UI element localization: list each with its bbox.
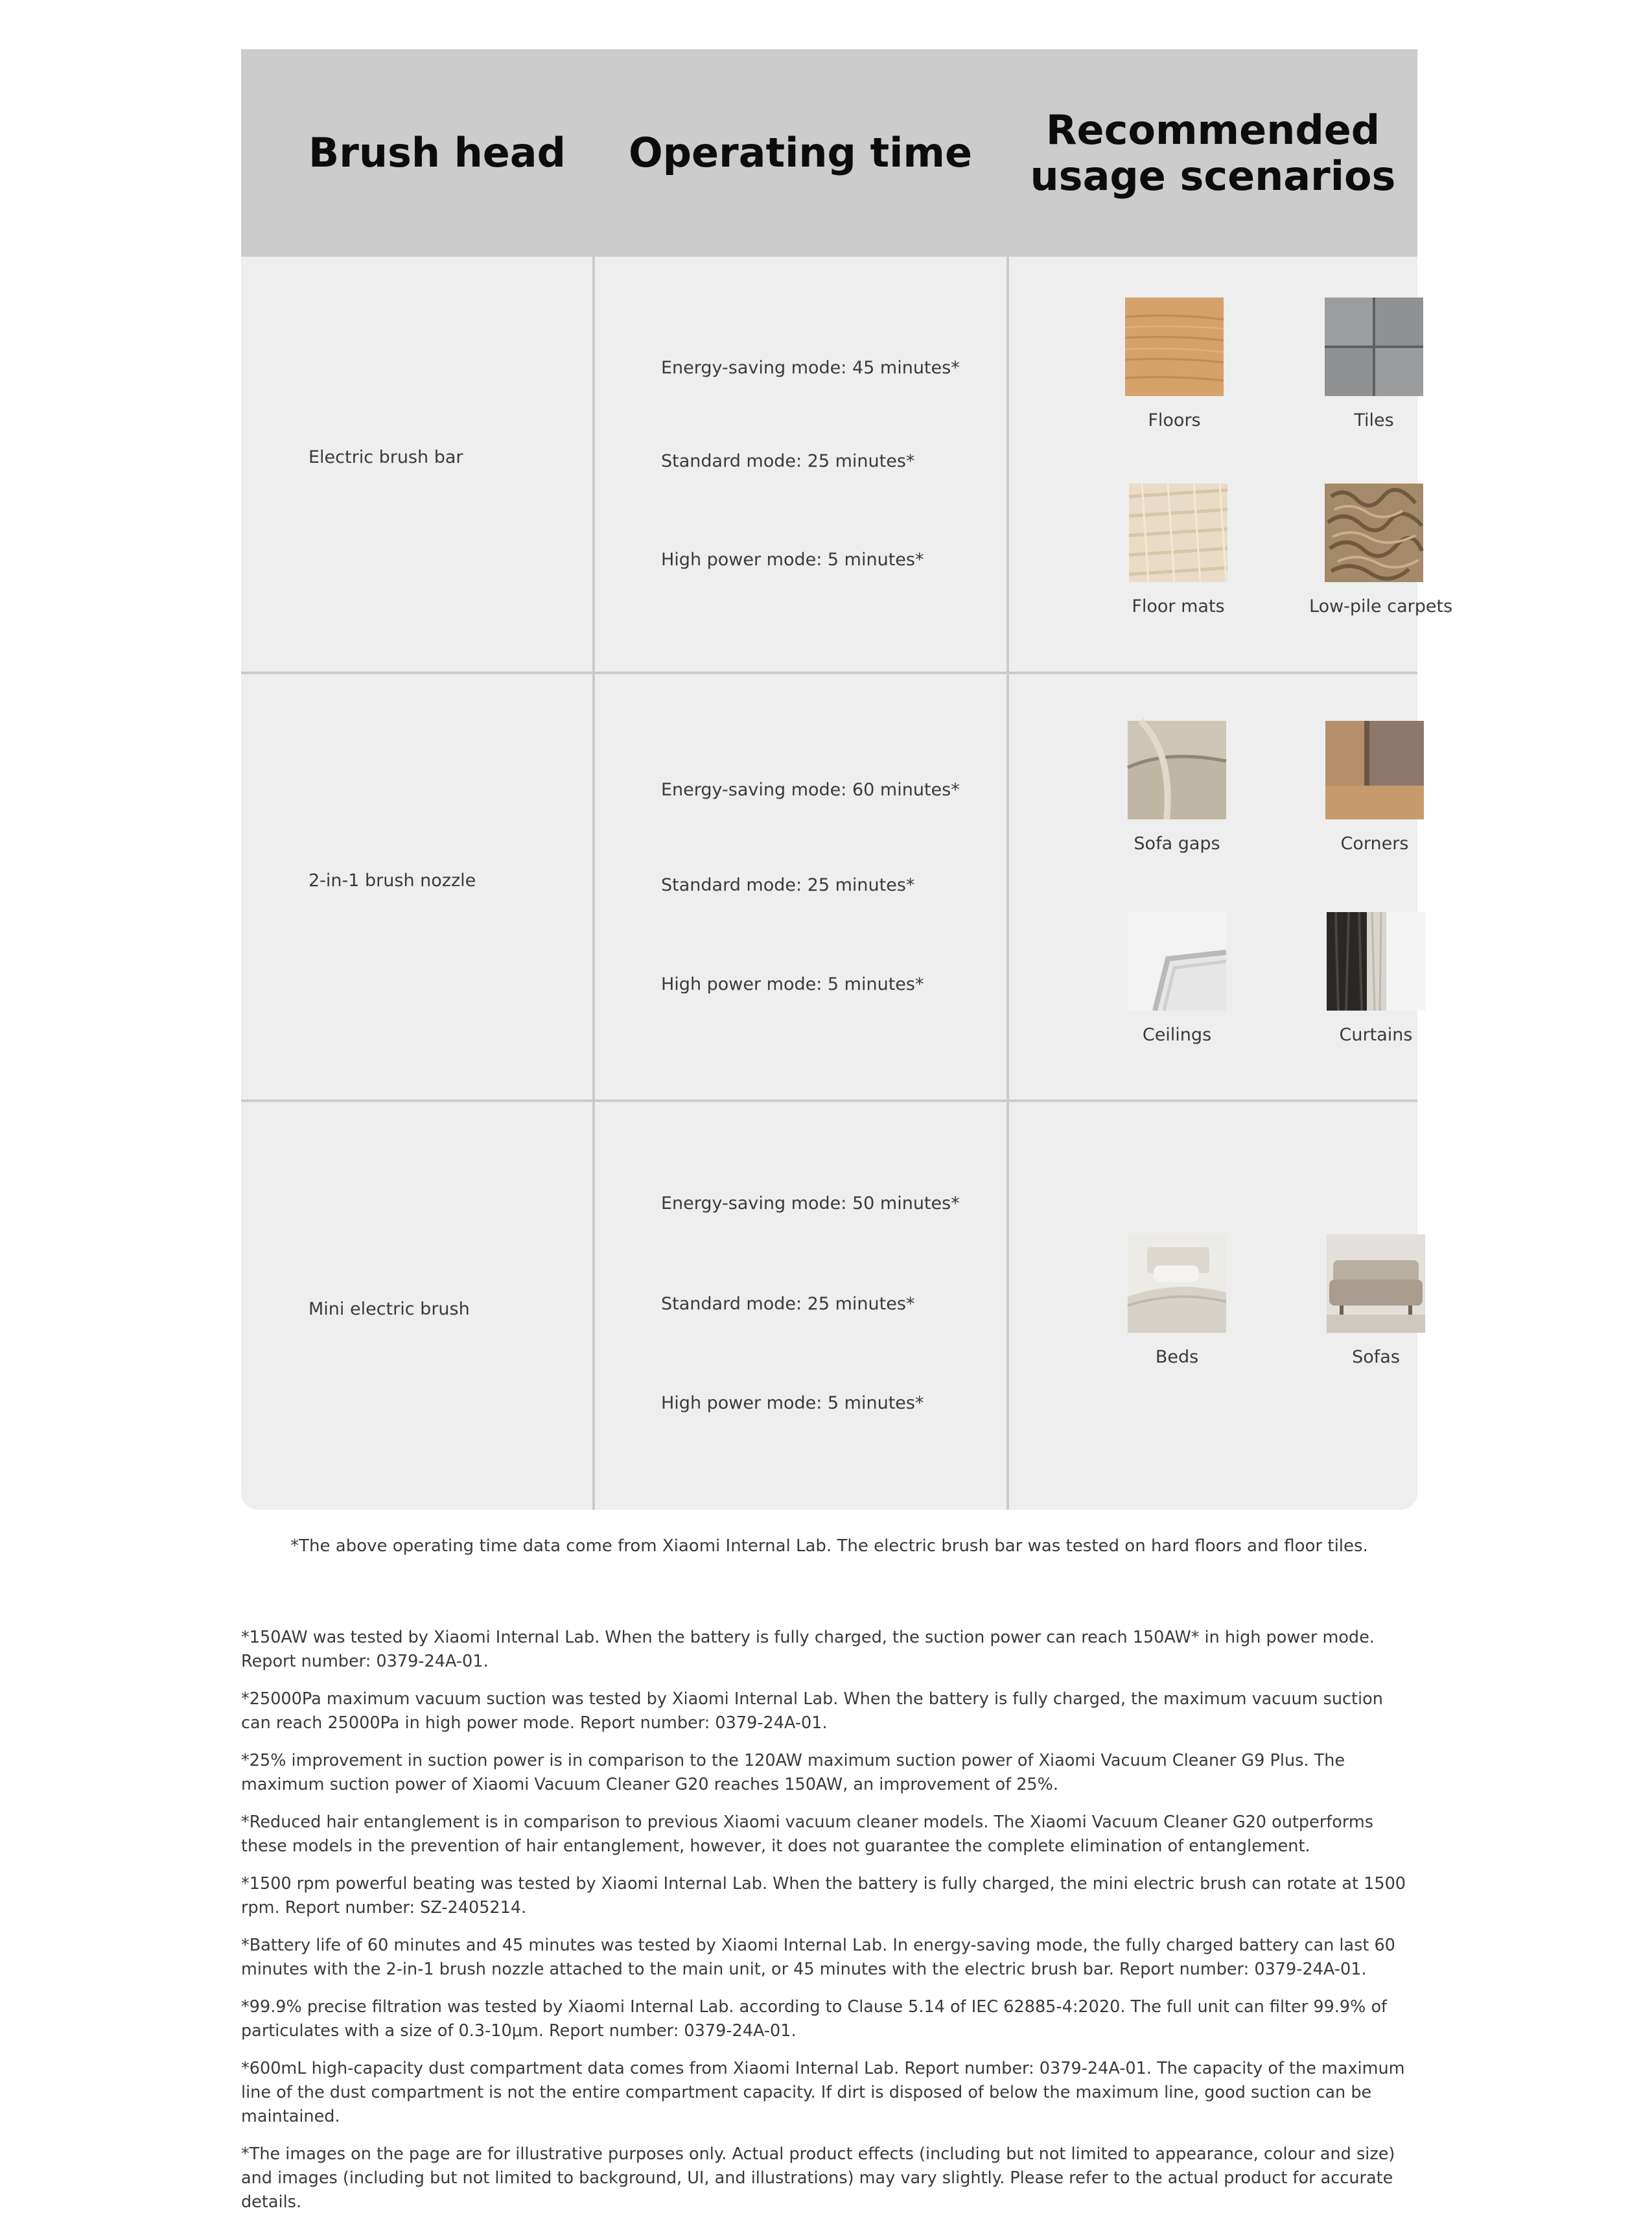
- disclaimer-notes: [241, 1626, 1417, 2228]
- header-operating-time: Operating time: [628, 129, 973, 177]
- scenario-floor-mats: Floor mats: [1113, 484, 1243, 616]
- floors-image: [1125, 298, 1224, 396]
- scenario-beds: Beds: [1112, 1234, 1242, 1367]
- note-illustrative-images: *The images on the page are for illustrative purposes only. Actual product effects (including but not limited to appearance, colour and size) and images (including but not limited to background, UI, and illustrations) may vary slightly. Please refer to the actual product for accurate details.: [241, 2144, 1395, 2212]
- time-standard: Standard mode: 25 minutes*: [661, 1294, 915, 1314]
- ceilings-image: [1128, 912, 1226, 1011]
- note-rpm-beating: *1500 rpm powerful beating was tested by Xiaomi Internal Lab. When the battery is fully charged, the mini electric brush can rotate at 1500 rpm. Report number: SZ-2405214.: [241, 1874, 1406, 1917]
- corners-image: [1325, 721, 1424, 819]
- scenario-curtains: Curtains: [1311, 912, 1441, 1045]
- row-divider: [241, 1099, 1417, 1102]
- low-pile-carpets-image: [1325, 484, 1423, 582]
- scenario-low-pile-carpets: Low-pile carpets: [1309, 484, 1439, 616]
- scenario-ceilings: Ceilings: [1112, 912, 1242, 1045]
- scenario-corners: Corners: [1310, 721, 1439, 854]
- header-brush-head: Brush head: [308, 129, 566, 177]
- scenario-floors: Floors: [1110, 298, 1239, 430]
- brush-name-2-in-1-brush-nozzle: 2-in-1 brush nozzle: [308, 871, 476, 891]
- sofa-gaps-image: [1128, 721, 1226, 819]
- brush-name-electric-brush-bar: Electric brush bar: [308, 447, 463, 467]
- column-divider: [592, 257, 595, 1510]
- scenario-tiles: Tiles: [1309, 298, 1439, 430]
- curtains-image: [1327, 912, 1425, 1011]
- time-standard: Standard mode: 25 minutes*: [661, 451, 915, 471]
- header-usage-scenarios: Recommended usage scenarios: [1030, 106, 1396, 200]
- tiles-image: [1325, 298, 1423, 396]
- note-battery-life: *Battery life of 60 minutes and 45 minutes was tested by Xiaomi Internal Lab. In energy-saving mode, the fully charged battery can last 60 minutes with the 2-in-1 brush nozzle attached to the main unit, or 45 minutes with the electric brush bar. Report number: 0379-24A-01.: [241, 1936, 1395, 1979]
- note-hair-entanglement: *Reduced hair entanglement is in comparison to previous Xiaomi vacuum cleaner models. The Xiaomi Vacuum Cleaner G20 outperforms these models in the prevention of hair entanglement, however, it does not guarantee the complete elimination of entanglement.: [241, 1812, 1373, 1856]
- column-divider: [1006, 257, 1009, 1510]
- sofas-image: [1327, 1234, 1425, 1333]
- floor-mats-image: [1129, 484, 1227, 582]
- beds-image: [1128, 1234, 1226, 1333]
- time-energy-saving: Energy-saving mode: 45 minutes*: [661, 358, 960, 378]
- time-energy-saving: Energy-saving mode: 60 minutes*: [661, 780, 960, 800]
- table-header: [241, 49, 1417, 257]
- scenario-sofas: Sofas: [1311, 1234, 1441, 1367]
- time-high-power: High power mode: 5 minutes*: [661, 974, 924, 994]
- time-standard: Standard mode: 25 minutes*: [661, 875, 915, 895]
- time-high-power: High power mode: 5 minutes*: [661, 1393, 924, 1413]
- note-suction-power: *150AW was tested by Xiaomi Internal Lab. When the battery is fully charged, the suction power can reach 150AW* in high power mode. Report number: 0379-24A-01.: [241, 1628, 1375, 1671]
- note-dust-compartment: *600mL high-capacity dust compartment data comes from Xiaomi Internal Lab. Report number: 0379-24A-01. The capacity of the maximum line of the dust compartment is not the entire compartment capacity. If dirt is disposed of below the maximum line, good suction can be maintained.: [241, 2059, 1405, 2126]
- time-high-power: High power mode: 5 minutes*: [661, 550, 924, 570]
- note-vacuum-suction: *25000Pa maximum vacuum suction was tested by Xiaomi Internal Lab. When the battery is fully charged, the maximum vacuum suction can reach 25000Pa in high power mode. Report number: 0379-24A-01.: [241, 1689, 1383, 1733]
- brush-comparison-table: [241, 49, 1453, 1510]
- scenario-sofa-gaps: Sofa gaps: [1112, 721, 1242, 854]
- row-divider: [241, 672, 1417, 674]
- note-filtration: *99.9% precise filtration was tested by Xiaomi Internal Lab. according to Clause 5.14 of IEC 62885-4:2020. The full unit can filter 99.9% of particulates with a size of 0.3-10μm. Report number: 0379-24A-01.: [241, 1997, 1388, 2041]
- brush-name-mini-electric-brush: Mini electric brush: [308, 1299, 470, 1319]
- time-energy-saving: Energy-saving mode: 50 minutes*: [661, 1193, 960, 1214]
- operating-time-footnote: *The above operating time data come from Xiaomi Internal Lab. The electric brush bar was tested on hard floors and floor tiles.: [290, 1536, 1368, 1556]
- note-suction-improvement: *25% improvement in suction power is in comparison to the 120AW maximum suction power of Xiaomi Vacuum Cleaner G9 Plus. The maximum suction power of Xiaomi Vacuum Cleaner G20 reaches 150AW, an improvement of 25%.: [241, 1751, 1345, 1794]
